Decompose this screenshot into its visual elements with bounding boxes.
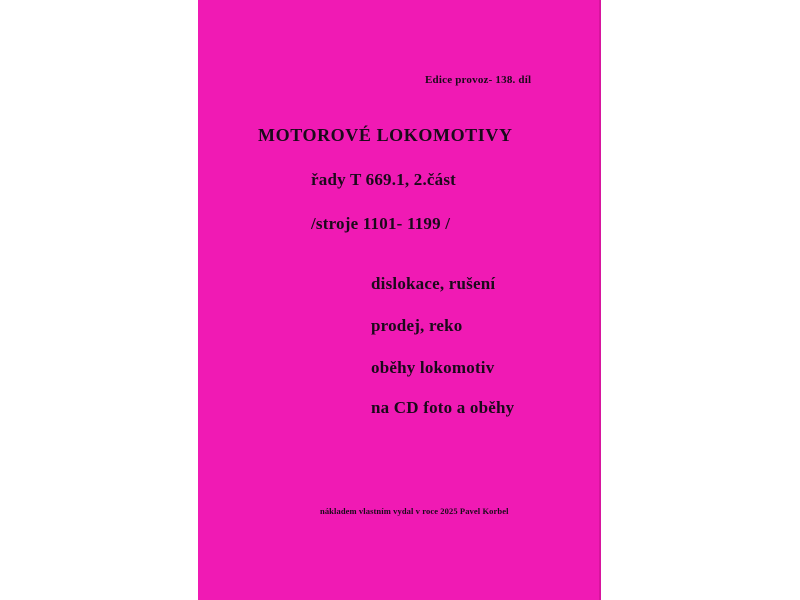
edition-label: Edice provoz- 138. díl — [425, 74, 532, 86]
topic-item: na CD foto a oběhy — [371, 398, 515, 417]
book-cover — [198, 0, 601, 600]
topic-item: dislokace, rušení — [371, 274, 496, 293]
topic-item: oběhy lokomotiv — [371, 358, 495, 377]
topic-item: prodej, reko — [371, 316, 463, 335]
machine-number-range: /stroje 1101- 1199 / — [311, 214, 451, 233]
locomotive-series: řady T 669.1, 2.část — [311, 170, 457, 189]
cover-title: MOTOROVÉ LOKOMOTIVY — [258, 125, 513, 145]
publisher-note: nákladem vlastním vydal v roce 2025 Pavel Korbel — [320, 506, 509, 516]
